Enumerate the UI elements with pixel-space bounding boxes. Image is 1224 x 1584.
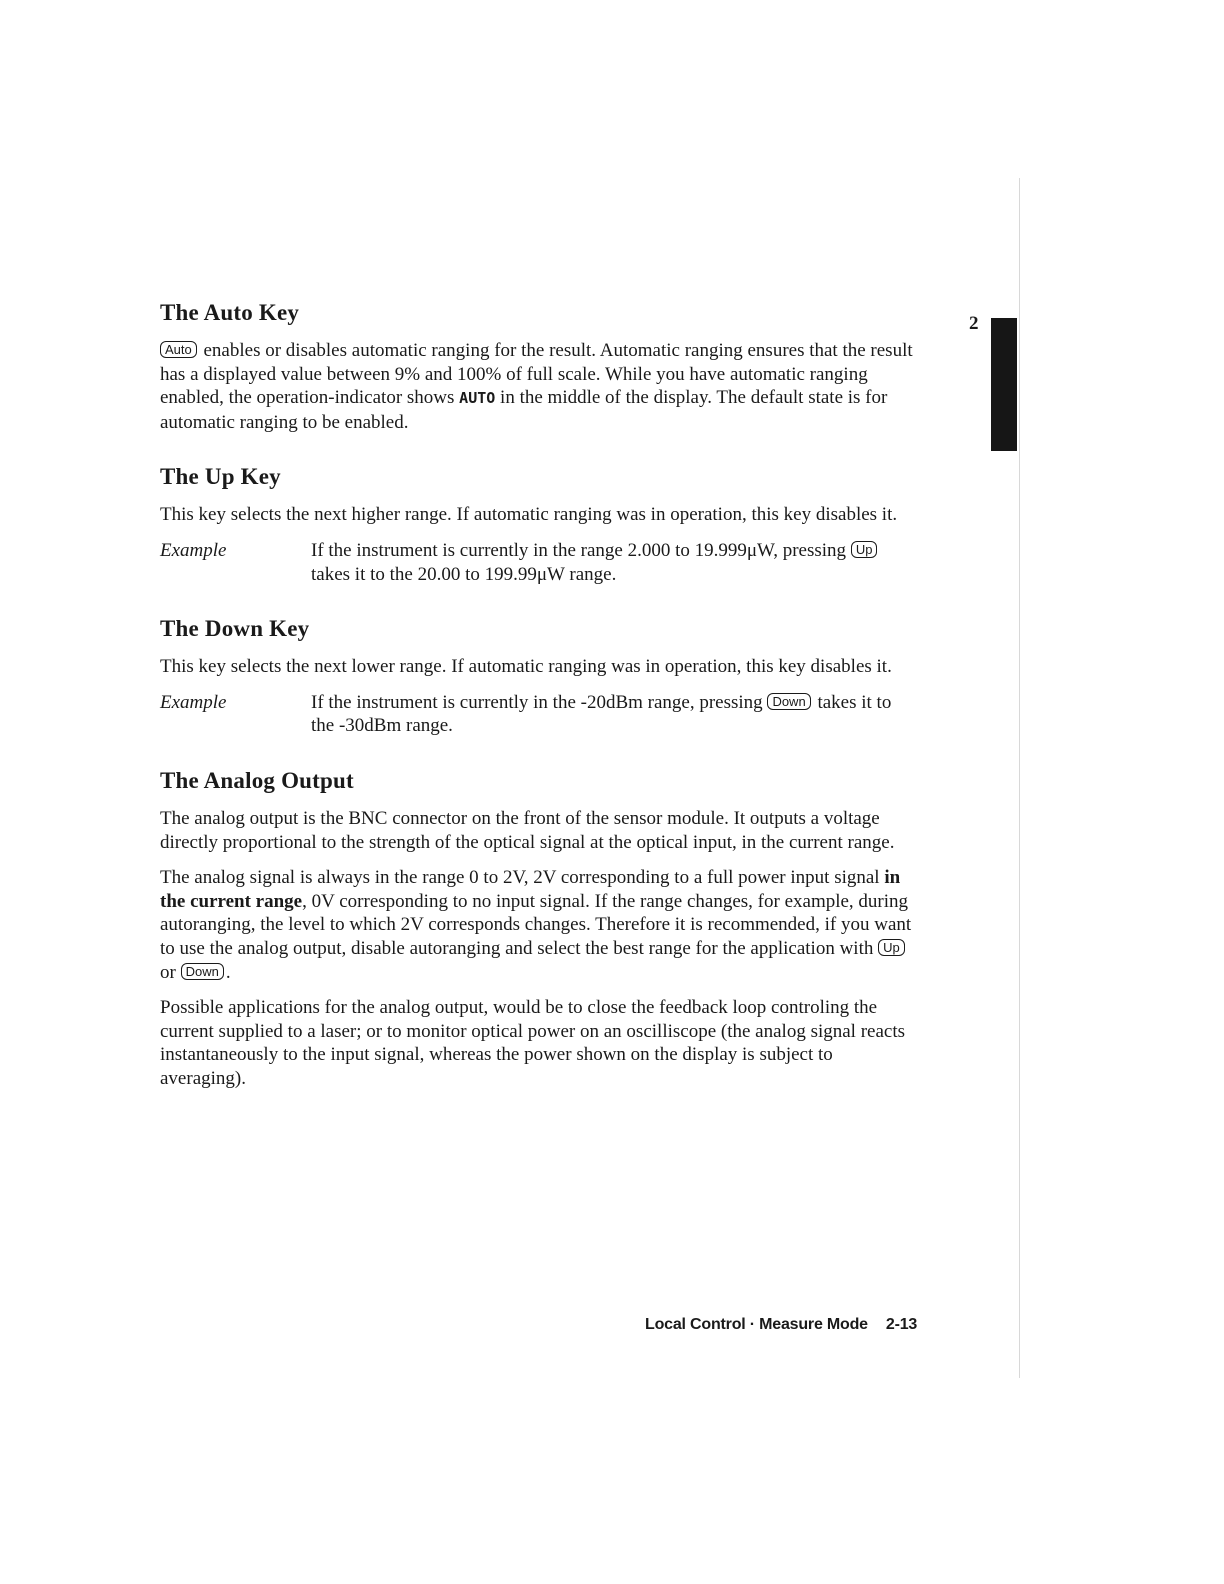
analog-paragraph-3: Possible applications for the analog output, would be to close the feedback loop controling the current supplied to a laser; or to monitor optical power on an oscilliscope (the analog signal reacts instantaneously to the input signal, whereas the power shown on the display is subject to averaging). — [160, 997, 905, 1089]
margin-rule — [1019, 178, 1020, 1378]
down-key-example — [160, 691, 920, 738]
analog-paragraph-1: The analog output is the BNC connector on the front of the sensor module. It outputs a voltage directly proportional to the strength of the optical signal at the optical input, in the current range. — [160, 807, 895, 853]
heading-up-key: The Up Key — [160, 464, 281, 490]
down-key-paragraph: This key selects the next lower range. If automatic ranging was in operation, this key disables it. — [160, 656, 892, 678]
section-down-key — [160, 616, 920, 738]
footer-title: Local Control · Measure Mode — [645, 1316, 868, 1333]
down-key-glyph: Down — [767, 693, 810, 710]
example-label: Example — [160, 539, 227, 561]
example-text: If the instrument is currently in the range 2.000 to 19.999μW, pressing Up takes it to the 20.00 to 199.99μW range. — [311, 539, 911, 586]
down-key-glyph: Down — [181, 963, 224, 980]
heading-down-key: The Down Key — [160, 616, 310, 642]
up-key-paragraph: This key selects the next higher range. If automatic ranging was in operation, this key disables it. — [160, 504, 898, 526]
auto-key-paragraph: Auto enables or disables automatic ranging for the result. Automatic ranging ensures that the result has a displayed value between 9% and 100% of full scale. While you have automatic ranging enabled, the operation-indicator shows AUTO in the middle of the display. The default state is for automatic ranging to be enabled. — [160, 340, 913, 433]
page-footer — [645, 1316, 917, 1334]
example-label: Example — [160, 691, 227, 713]
analog-paragraph-2: The analog signal is always in the range 0 to 2V, 2V corresponding to a full power input signal in the current range, 0V corresponding to no input signal. If the range changes, for example, during autoranging, the level to which 2V corresponds changes. Therefore it is recommended, if you want to use the analog output, disable autoranging and select the best range for the application with Up or Down . — [160, 867, 912, 983]
page-content — [160, 300, 920, 1120]
section-auto-key — [160, 300, 920, 434]
heading-auto-key: The Auto Key — [160, 300, 300, 325]
auto-indicator-text: AUTO — [459, 389, 496, 408]
auto-key-glyph: Auto — [160, 341, 197, 358]
up-key-glyph: Up — [878, 939, 905, 956]
section-up-key — [160, 464, 920, 586]
page-number: 2-13 — [885, 1316, 918, 1333]
section-analog-output — [160, 768, 920, 1091]
chapter-number: 2 — [969, 313, 979, 334]
example-text: If the instrument is currently in the -20dBm range, pressing Down takes it to the -30dBm range. — [311, 691, 892, 737]
chapter-thumb-tab — [991, 318, 1017, 451]
up-key-example — [160, 539, 920, 586]
up-key-glyph: Up — [851, 541, 878, 558]
heading-analog-output: The Analog Output — [160, 767, 354, 793]
